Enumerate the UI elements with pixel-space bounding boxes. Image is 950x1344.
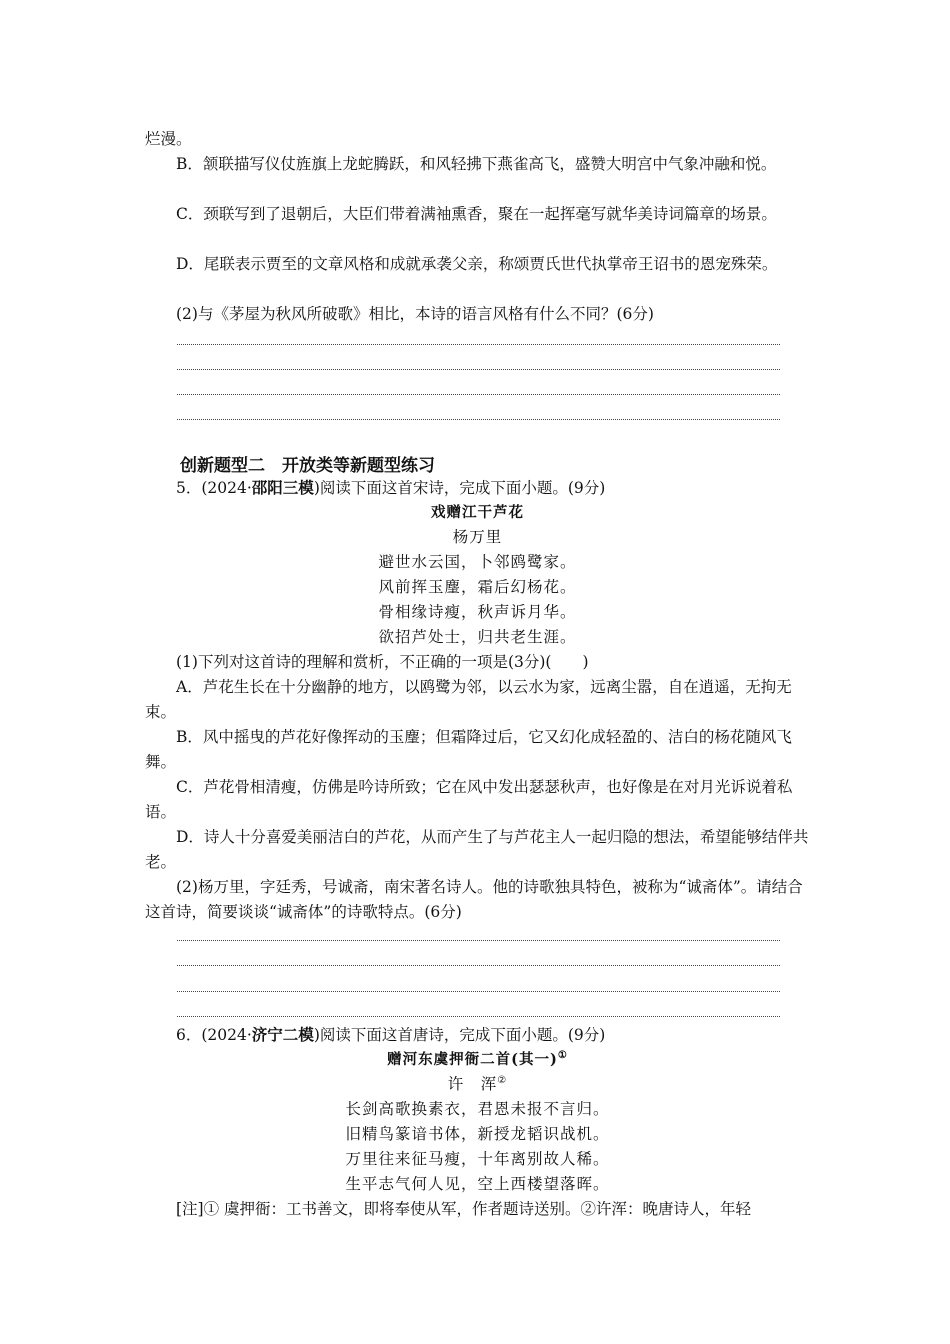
q5-option-a: A．芦花生长在十分幽静的地方，以鸥鹭为邻，以云水为家，远离尘嚣，自在逍遥，无拘无束。 — [145, 678, 792, 721]
q6-poem-author-text: 许 浑 — [447, 1075, 498, 1093]
q5-poem-line: 风前挥玉麈，霜后幻杨花。 — [378, 578, 577, 596]
answer-line[interactable] — [177, 369, 780, 370]
section-heading: 创新题型二 开放类等新题型练习 — [180, 456, 435, 476]
footnote-marker: ② — [497, 1074, 508, 1086]
q4-option-b: B．颔联描写仪仗旌旗上龙蛇腾跃，和风轻拂下燕雀高飞，盛赞大明宫中气象冲融和悦。 — [176, 155, 777, 173]
q5-option-c: C．芦花骨相清瘦，仿佛是吟诗所致；它在风中发出瑟瑟秋声，也好像是在对月光诉说着私语。 — [145, 778, 793, 821]
answer-line[interactable] — [177, 940, 780, 941]
q5-poem-line: 欲招芦处士，归共老生涯。 — [378, 628, 577, 646]
q6-source: 济宁二模 — [251, 1026, 314, 1044]
answer-line[interactable] — [177, 1016, 780, 1017]
q5-source: 邵阳三模 — [251, 479, 314, 497]
q5-question-2: (2)杨万里，字廷秀，号诚斋，南宋著名诗人。他的诗歌独具特色，被称为“诚斋体”。请结合这首诗，简要谈谈“诚斋体”的诗歌特点。(6分) — [145, 878, 803, 921]
q6-poem-author — [145, 1072, 810, 1097]
q5-option-d: D．诗人十分喜爱美丽洁白的芦花，从而产生了与芦花主人一起归隐的想法，希望能够结伴共老。 — [145, 828, 809, 871]
q6-poem-title — [145, 1047, 810, 1072]
q5-number: 5．(2024· — [176, 479, 252, 497]
q6-intro — [145, 1023, 810, 1048]
q5-intro — [145, 476, 810, 501]
q4-option-c: C．颈联写到了退朝后，大臣们带着满袖熏香，聚在一起挥毫写就华美诗词篇章的场景。 — [176, 205, 777, 223]
q5-question-1: (1)下列对这首诗的理解和赏析，不正确的一项是(3分)( ) — [176, 653, 589, 671]
q4-option-a-tail: 烂漫。 — [145, 130, 192, 148]
answer-line[interactable] — [177, 991, 780, 992]
q6-note: [注]① 虞押衙：工书善文，即将奉使从军，作者题诗送别。②许浑：晚唐诗人，年轻 — [176, 1200, 752, 1218]
q4-question-2: (2)与《茅屋为秋风所破歌》相比，本诗的语言风格有什么不同？(6分) — [176, 305, 654, 323]
q5-option-b: B．风中摇曳的芦花好像挥动的玉麈；但霜降过后，它又幻化成轻盈的、洁白的杨花随风飞舞。 — [145, 728, 792, 771]
footnote-marker: ① — [557, 1050, 568, 1062]
q6-poem-line: 长剑高歌换素衣，君恩未报不言归。 — [345, 1100, 610, 1118]
q6-number: 6．(2024· — [176, 1026, 252, 1044]
q6-poem-line: 万里往来征马瘦，十年离别故人稀。 — [345, 1150, 610, 1168]
answer-line[interactable] — [177, 419, 780, 420]
q4-option-d: D．尾联表示贾至的文章风格和成就承袭父亲，称颂贾氏世代执掌帝王诏书的恩宠殊荣。 — [176, 255, 778, 273]
answer-line[interactable] — [177, 344, 780, 345]
q5-poem-author: 杨万里 — [452, 528, 503, 546]
q6-poem-title-text: 赠河东虞押衙二首(其一) — [387, 1051, 558, 1068]
answer-line[interactable] — [177, 965, 780, 966]
q6-intro-text: )阅读下面这首唐诗，完成下面小题。(9分) — [313, 1026, 606, 1044]
q5-poem-line: 避世水云国，卜邻鸥鹭家。 — [378, 553, 577, 571]
q6-poem-line: 生平志气何人见，空上西楼望落晖。 — [345, 1175, 610, 1193]
q5-poem-line: 骨相缘诗瘦，秋声诉月华。 — [378, 603, 577, 621]
q5-poem-title: 戏赠江干芦花 — [431, 504, 524, 521]
q6-poem-line: 旧精鸟篆谙书体，新授龙韬识战机。 — [345, 1125, 610, 1143]
q5-intro-text: )阅读下面这首宋诗，完成下面小题。(9分) — [313, 479, 606, 497]
answer-line[interactable] — [177, 394, 780, 395]
